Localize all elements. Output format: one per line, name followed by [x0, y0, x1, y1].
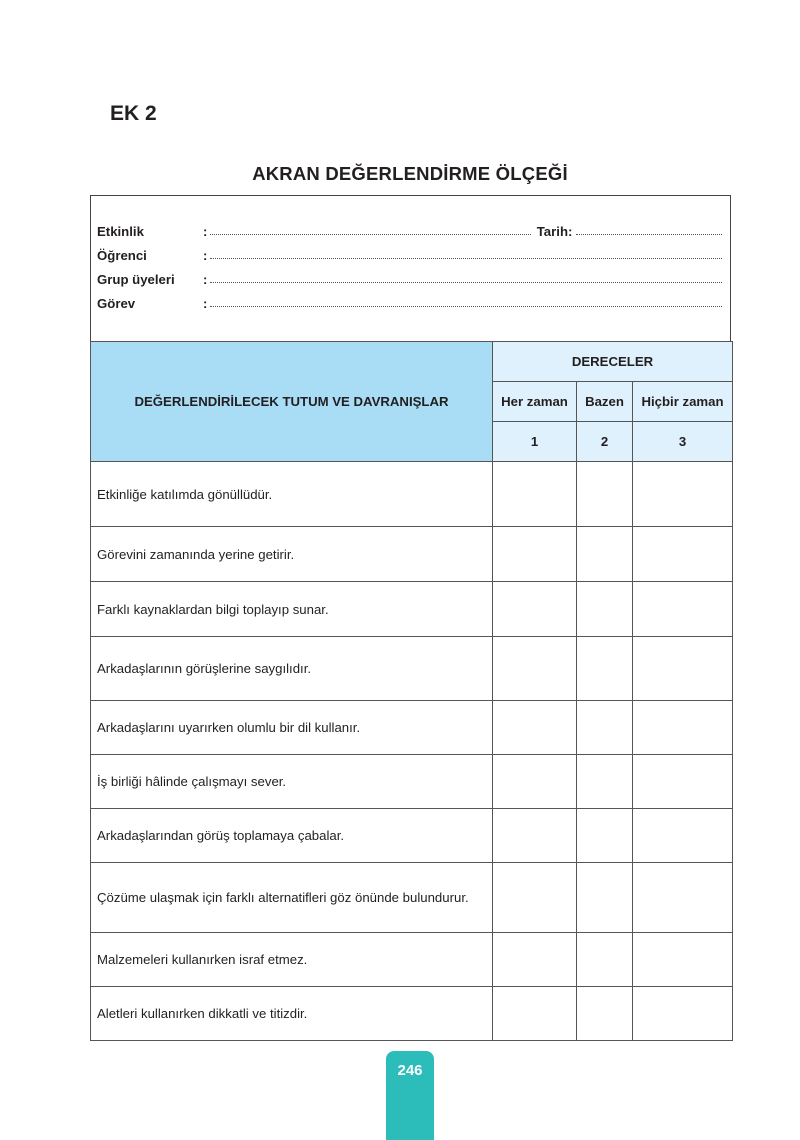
table-row — [91, 582, 733, 637]
criterion-text: Etkinliğe katılımda gönüllüdür. — [91, 462, 493, 527]
score-3: 3 — [633, 422, 733, 462]
rating-cell-sometimes[interactable] — [577, 701, 633, 755]
rating-cell-never[interactable] — [633, 933, 733, 987]
rating-cell-sometimes[interactable] — [577, 582, 633, 637]
field-label-date: Tarih: — [536, 224, 573, 239]
table-row — [91, 755, 733, 809]
page-number-tab — [386, 1051, 434, 1140]
rating-cell-always[interactable] — [493, 527, 577, 582]
table-row — [91, 527, 733, 582]
info-form — [90, 195, 731, 341]
rating-cell-never[interactable] — [633, 755, 733, 809]
rating-cell-sometimes[interactable] — [577, 527, 633, 582]
rating-cell-never[interactable] — [633, 809, 733, 863]
criteria-header: DEĞERLENDİRİLECEK TUTUM VE DAVRANIŞLAR — [91, 342, 493, 462]
field-label-group: Grup üyeleri — [97, 272, 175, 287]
rating-cell-always[interactable] — [493, 701, 577, 755]
rating-cell-always[interactable] — [493, 637, 577, 701]
score-2: 2 — [577, 422, 633, 462]
column-header-sometimes: Bazen — [577, 382, 633, 422]
rating-cell-never[interactable] — [633, 462, 733, 527]
group-blank-line[interactable] — [210, 282, 722, 283]
form-row-student — [97, 243, 722, 263]
degrees-header: DERECELER — [493, 342, 733, 382]
rating-cell-always[interactable] — [493, 462, 577, 527]
score-1: 1 — [493, 422, 577, 462]
rating-cell-never[interactable] — [633, 527, 733, 582]
rating-cell-sometimes[interactable] — [577, 755, 633, 809]
criterion-text: Görevini zamanında yerine getirir. — [91, 527, 493, 582]
rating-cell-sometimes[interactable] — [577, 863, 633, 933]
activity-blank-line[interactable] — [210, 234, 530, 235]
table-row — [91, 462, 733, 527]
rating-cell-never[interactable] — [633, 987, 733, 1041]
criterion-text: Farklı kaynaklardan bilgi toplayıp sunar. — [91, 582, 493, 637]
table-row — [91, 809, 733, 863]
page-title: AKRAN DEĞERLENDİRME ÖLÇEĞİ — [252, 163, 568, 184]
rating-cell-always[interactable] — [493, 582, 577, 637]
evaluation-table — [90, 341, 733, 1041]
page-number: 246 — [397, 1062, 423, 1079]
rating-cell-never[interactable] — [633, 701, 733, 755]
rating-cell-always[interactable] — [493, 863, 577, 933]
rating-cell-sometimes[interactable] — [577, 809, 633, 863]
rating-cell-never[interactable] — [633, 863, 733, 933]
rating-cell-sometimes[interactable] — [577, 637, 633, 701]
column-header-always: Her zaman — [493, 382, 577, 422]
rating-cell-sometimes[interactable] — [577, 462, 633, 527]
rating-cell-never[interactable] — [633, 582, 733, 637]
criterion-text: Arkadaşlarını uyarırken olumlu bir dil kullanır. — [91, 701, 493, 755]
field-colon: : — [203, 224, 208, 239]
field-colon: : — [203, 296, 208, 311]
appendix-heading: EK 2 — [110, 102, 157, 125]
form-row-activity — [97, 219, 722, 239]
table-row — [91, 637, 733, 701]
criterion-text: İş birliği hâlinde çalışmayı sever. — [91, 755, 493, 809]
rating-cell-always[interactable] — [493, 987, 577, 1041]
field-colon: : — [203, 272, 208, 287]
rating-cell-sometimes[interactable] — [577, 987, 633, 1041]
table-row — [91, 933, 733, 987]
field-colon: : — [203, 248, 208, 263]
field-label-task: Görev — [97, 296, 136, 311]
rating-cell-always[interactable] — [493, 933, 577, 987]
table-row — [91, 863, 733, 933]
field-label-activity: Etkinlik — [97, 224, 144, 239]
criterion-text: Malzemeleri kullanırken israf etmez. — [91, 933, 493, 987]
rating-cell-always[interactable] — [493, 809, 577, 863]
criterion-text: Çözüme ulaşmak için farklı alternatifleri göz önünde bulundurur. — [91, 863, 493, 933]
criterion-text: Arkadaşlarının görüşlerine saygılıdır. — [91, 637, 493, 701]
student-blank-line[interactable] — [210, 258, 722, 259]
field-label-student: Öğrenci — [97, 248, 147, 263]
date-blank-line[interactable] — [576, 234, 722, 235]
form-row-task — [97, 291, 722, 311]
rating-cell-always[interactable] — [493, 755, 577, 809]
criterion-text: Arkadaşlarından görüş toplamaya çabalar. — [91, 809, 493, 863]
rating-cell-never[interactable] — [633, 637, 733, 701]
task-blank-line[interactable] — [210, 306, 722, 307]
table-row — [91, 987, 733, 1041]
rating-cell-sometimes[interactable] — [577, 933, 633, 987]
column-header-never: Hiçbir zaman — [633, 382, 733, 422]
table-row — [91, 701, 733, 755]
criterion-text: Aletleri kullanırken dikkatli ve titizdir. — [91, 987, 493, 1041]
form-row-group — [97, 267, 722, 287]
